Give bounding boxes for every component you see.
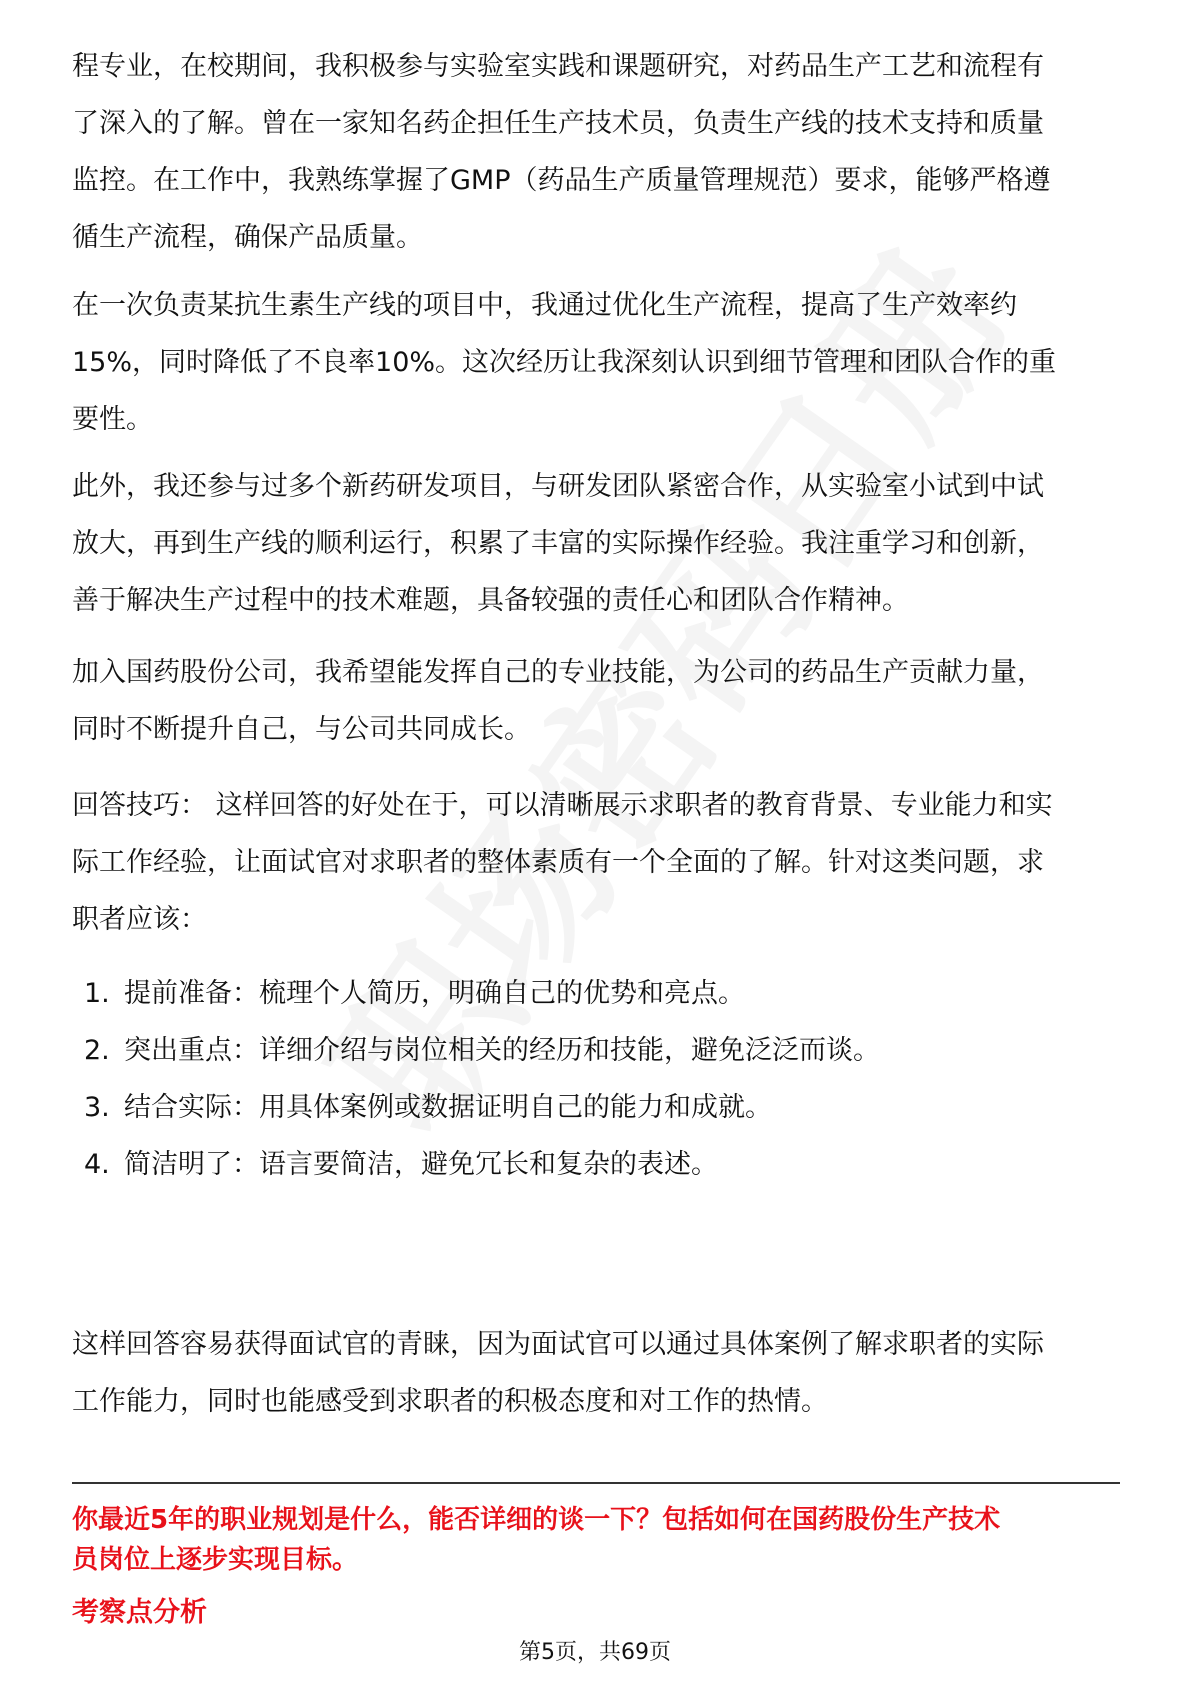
text-line: 了深入的了解。曾在一家知名药企担任生产技术员，负责生产线的技术支持和质量 bbox=[72, 108, 1044, 139]
text-line: 程专业，在校期间，我积极参与实验室实践和课题研究，对药品生产工艺和流程有 bbox=[72, 51, 1044, 82]
text-line: 回答技巧： 这样回答的好处在于，可以清晰展示求职者的教育背景、专业能力和实 bbox=[72, 790, 1053, 821]
list-number: 1. bbox=[84, 978, 110, 1009]
page-number-footer: 第5页，共69页 bbox=[519, 1640, 671, 1665]
list-item bbox=[84, 965, 1114, 1022]
list-number: 3. bbox=[84, 1092, 110, 1123]
text-line: 在一次负责某抗生素生产线的项目中，我通过优化生产流程，提高了生产效率约 bbox=[72, 290, 1017, 321]
text-line: 此外，我还参与过多个新药研发项目，与研发团队紧密合作，从实验室小试到中试 bbox=[72, 471, 1044, 502]
list-text: 提前准备：梳理个人简历，明确自己的优势和亮点。 bbox=[124, 978, 745, 1009]
join-paragraph bbox=[72, 644, 1122, 758]
rd-paragraph bbox=[72, 458, 1122, 629]
tips-list bbox=[84, 965, 1114, 1193]
intro-paragraph bbox=[72, 38, 1122, 266]
text-line: 际工作经验，让面试官对求职者的整体素质有一个全面的了解。针对这类问题，求 bbox=[72, 847, 1044, 878]
analysis-heading: 考察点分析 bbox=[72, 1597, 207, 1628]
text-line: 监控。在工作中，我熟练掌握了GMP（药品生产质量管理规范）要求，能够严格遵 bbox=[72, 165, 1051, 196]
text-line: 工作能力，同时也能感受到求职者的积极态度和对工作的热情。 bbox=[72, 1386, 828, 1417]
next-question-heading bbox=[72, 1500, 1122, 1580]
question-line: 你最近5年的职业规划是什么，能否详细的谈一下？包括如何在国药股份生产技术 bbox=[72, 1505, 1001, 1535]
list-text: 突出重点：详细介绍与岗位相关的经历和技能，避免泛泛而谈。 bbox=[124, 1035, 880, 1066]
list-item bbox=[84, 1079, 1114, 1136]
list-number: 2. bbox=[84, 1035, 110, 1066]
text-line: 善于解决生产过程中的技术难题，具备较强的责任心和团队合作精神。 bbox=[72, 585, 909, 616]
text-line: 这样回答容易获得面试官的青睐，因为面试官可以通过具体案例了解求职者的实际 bbox=[72, 1329, 1044, 1360]
text-line: 要性。 bbox=[72, 404, 153, 435]
text-line: 加入国药股份公司，我希望能发挥自己的专业技能，为公司的药品生产贡献力量， bbox=[72, 657, 1044, 688]
list-item bbox=[84, 1136, 1114, 1193]
question-line: 员岗位上逐步实现目标。 bbox=[72, 1545, 359, 1575]
list-text: 简洁明了：语言要简洁，避免冗长和复杂的表述。 bbox=[124, 1149, 718, 1180]
text-line: 15%，同时降低了不良率10%。这次经历让我深刻认识到细节管理和团队合作的重 bbox=[72, 347, 1057, 378]
list-text: 结合实际：用具体案例或数据证明自己的能力和成就。 bbox=[124, 1092, 772, 1123]
section-divider bbox=[72, 1482, 1120, 1484]
list-number: 4. bbox=[84, 1149, 110, 1180]
text-line: 循生产流程，确保产品质量。 bbox=[72, 222, 423, 253]
text-line: 放大，再到生产线的顺利运行，积累了丰富的实际操作经验。我注重学习和创新， bbox=[72, 528, 1044, 559]
text-line: 职者应该： bbox=[72, 904, 207, 935]
tips-paragraph bbox=[72, 777, 1122, 948]
closing-paragraph bbox=[72, 1316, 1122, 1430]
list-item bbox=[84, 1022, 1114, 1079]
project-paragraph bbox=[72, 277, 1122, 448]
text-line: 同时不断提升自己，与公司共同成长。 bbox=[72, 714, 531, 745]
